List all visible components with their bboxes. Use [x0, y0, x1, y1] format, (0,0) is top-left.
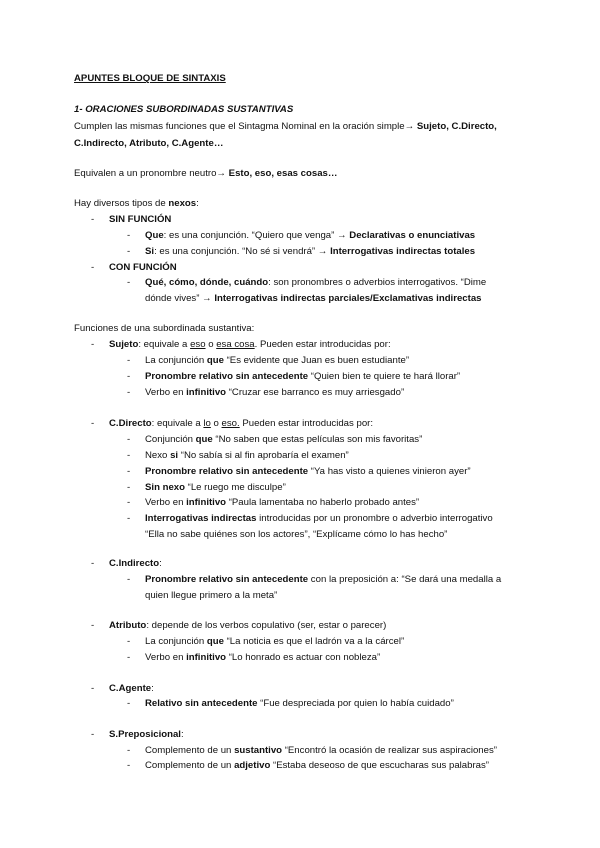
intro-text: Cumplen las mismas funciones que el Sintagma Nominal en la oración simple→: [74, 121, 417, 132]
cdirecto-item-3: Pronombre relativo sin antecedente “Ya has visto a quienes vinieron ayer”: [145, 466, 471, 477]
bullet-dash: -: [127, 246, 131, 257]
bullet-dash: -: [127, 371, 131, 382]
bullet-dash: -: [91, 620, 95, 631]
intro-functions: Sujeto, C.Directo,: [416, 121, 497, 132]
intro-line-1: [74, 121, 497, 133]
funcion-sujeto: Sujeto: equivale a eso o esa cosa. Pueden estar introducidas por:: [109, 339, 391, 350]
funcion-atributo: Atributo: depende de los verbos copulativo (ser, estar o parecer): [109, 620, 387, 631]
bullet-dash: -: [91, 729, 95, 740]
sujeto-item-2: Pronombre relativo sin antecedente “Quien bien te quiere te hará llorar”: [145, 371, 461, 382]
cdirecto-item-6-cont: “Ella no sabe quiénes son los actores”, “Explícame cómo lo has hecho”: [145, 529, 448, 540]
nexos-heading: Hay diversos tipos de nexos:: [74, 198, 199, 209]
atributo-item-1: La conjunción que “La noticia es que el ladrón va a la cárcel”: [145, 636, 405, 647]
bullet-dash: -: [127, 636, 131, 647]
con-funcion-title: CON FUNCIÓN: [109, 262, 177, 273]
funcion-cdirecto: C.Directo: equivale a lo o eso. Pueden estar introducidas por:: [109, 418, 374, 429]
cdirecto-item-5: Verbo en infinitivo “Paula lamentaba no haberlo probado antes”: [145, 497, 420, 508]
nexos-word: nexos: [168, 198, 197, 209]
bullet-dash: -: [127, 513, 131, 524]
funcion-spreposicional: S.Preposicional:: [109, 729, 184, 740]
nexo-interrogativos-item-cont: dónde vives” → Interrogativas indirectas parciales/Exclamativas indirectas: [145, 293, 482, 304]
cindirecto-item-1: Pronombre relativo sin antecedente con la preposición a: “Se dará una medalla a: [145, 574, 502, 585]
equivalence-examples: Esto, eso, esas cosas…: [228, 168, 338, 179]
bullet-dash: -: [91, 339, 95, 350]
title-text: APUNTES BLOQUE DE SINTAXIS: [74, 73, 226, 84]
bullet-dash: -: [127, 482, 131, 493]
bullet-dash: -: [127, 466, 131, 477]
bullet-dash: -: [127, 355, 131, 366]
bullet-dash: -: [127, 574, 131, 585]
cindirecto-item-1-cont: quien llegue primero a la meta”: [145, 590, 278, 601]
cagente-item-1: Relativo sin antecedente “Fue despreciada por quien lo había cuidado”: [145, 698, 454, 709]
intro-line-2: [74, 138, 223, 150]
sprep-item-2: Complemento de un adjetivo “Estaba deseoso de que escucharas sus palabras”: [145, 760, 489, 771]
bullet-dash: -: [127, 698, 131, 709]
section-text: 1- ORACIONES SUBORDINADAS SUSTANTIVAS: [74, 104, 294, 115]
funciones-heading: Funciones de una subordinada sustantiva:: [74, 323, 255, 334]
bullet-dash: -: [91, 214, 95, 225]
cdirecto-item-6: Interrogativas indirectas introducidas por un pronombre o adverbio interrogativo: [145, 513, 493, 524]
funcion-cagente: C.Agente:: [109, 683, 154, 694]
section-heading: [74, 104, 293, 116]
bullet-dash: -: [127, 230, 131, 241]
sujeto-item-3: Verbo en infinitivo “Cruzar ese barranco es muy arriesgado”: [145, 387, 405, 398]
bullet-dash: -: [91, 418, 95, 429]
bullet-dash: -: [91, 558, 95, 569]
bullet-dash: -: [127, 387, 131, 398]
cdirecto-item-4: Sin nexo “Le ruego me disculpe”: [145, 482, 286, 493]
bullet-dash: -: [91, 262, 95, 273]
bullet-dash: -: [127, 450, 131, 461]
bullet-dash: -: [127, 652, 131, 663]
bullet-dash: -: [127, 745, 131, 756]
nexo-que-item: Que: es una conjunción. “Quiero que venga” → Declarativas o enunciativas: [145, 230, 476, 241]
intro-functions-cont: C.Indirecto, Atributo, C.Agente…: [74, 138, 224, 149]
sujeto-item-1: La conjunción que “Es evidente que Juan es buen estudiante”: [145, 355, 410, 366]
funcion-cindirecto: C.Indirecto:: [109, 558, 162, 569]
atributo-item-2: Verbo en infinitivo “Lo honrado es actuar con nobleza”: [145, 652, 381, 663]
cdirecto-item-2: Nexo si “No sabía si al fin aprobaría el examen”: [145, 450, 349, 461]
sin-funcion-title: SIN FUNCIÓN: [109, 214, 172, 225]
bullet-dash: -: [91, 683, 95, 694]
bullet-dash: -: [127, 760, 131, 771]
bullet-dash: -: [127, 497, 131, 508]
bullet-dash: -: [127, 434, 131, 445]
equivalence-line: [74, 168, 337, 180]
document-title: [74, 73, 226, 85]
nexo-si-item: Si: es una conjunción. “No sé si vendrá” → Interrogativas indirectas totales: [145, 246, 476, 257]
equivalence-text: Equivalen a un pronombre neutro→: [74, 168, 229, 179]
cdirecto-item-1: Conjunción que “No saben que estas películas son mis favoritas”: [145, 434, 423, 445]
nexo-interrogativos-item: Qué, cómo, dónde, cuándo: son pronombres o adverbios interrogativos. “Dime: [145, 277, 487, 288]
sprep-item-1: Complemento de un sustantivo “Encontró la ocasión de realizar sus aspiraciones”: [145, 745, 497, 756]
bullet-dash: -: [127, 277, 131, 288]
